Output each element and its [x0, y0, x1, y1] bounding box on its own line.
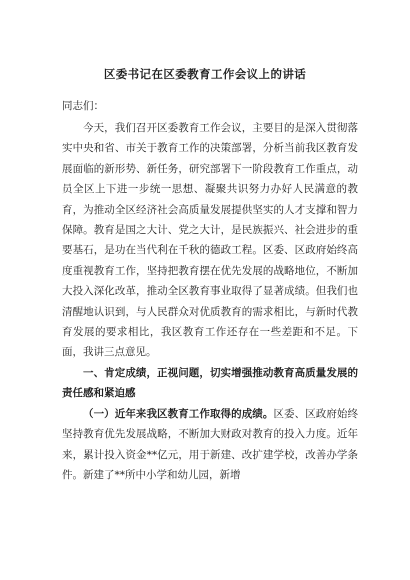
body-paragraph: 今天，我们召开区委教育工作会议，主要目的是深入贯彻落实中央和省、市关于教育工作的决策部署，分析当前我区教育发展面临的新形势、新任务，研究部署下一阶段教育工作重点，动员全区上下进一步统一思想、凝聚共识努力办好人民满意的教育，为推动全区经济社会高质量发展提供坚实的人才支撑和智力保障。教育是国之大计、党之大计，是民族振兴、社会进步的重要基石，是功在当代利在千秋的德政工程。区委、区政府始终高度重视教育工作，坚持把教育摆在优先发展的战略地位，不断加大投入深化改革，推动全区教育事业取得了显著成绩。但我们也清醒地认识到，与人民群众对优质教育的需求相比，与新时代教育发展的要求相比，我区教育工作还存在一些差距和不足。下面，我讲三点意见。 — [62, 122, 358, 359]
document-body — [62, 118, 358, 485]
sub-paragraph-text: 区委、区政府始终坚持教育优先发展战略，不断加大财政对教育的投入力度。近年来，累计投入资金**亿元，用于新建、改扩建学校，改善办学条件。新建了**所中小学和幼儿园，新增 — [62, 407, 359, 481]
sub-paragraph — [62, 404, 358, 486]
salutation: 同志们： — [62, 100, 104, 112]
section-heading: 一、肯定成绩，正视问题，切实增强推动教育高质量发展的责任感和紧迫感 — [62, 366, 358, 400]
sub-paragraph-lead: （一）近年来我区教育工作取得的成绩。 — [83, 407, 274, 420]
document-title: 区委书记在区委教育工作会议上的讲话 — [103, 67, 307, 81]
